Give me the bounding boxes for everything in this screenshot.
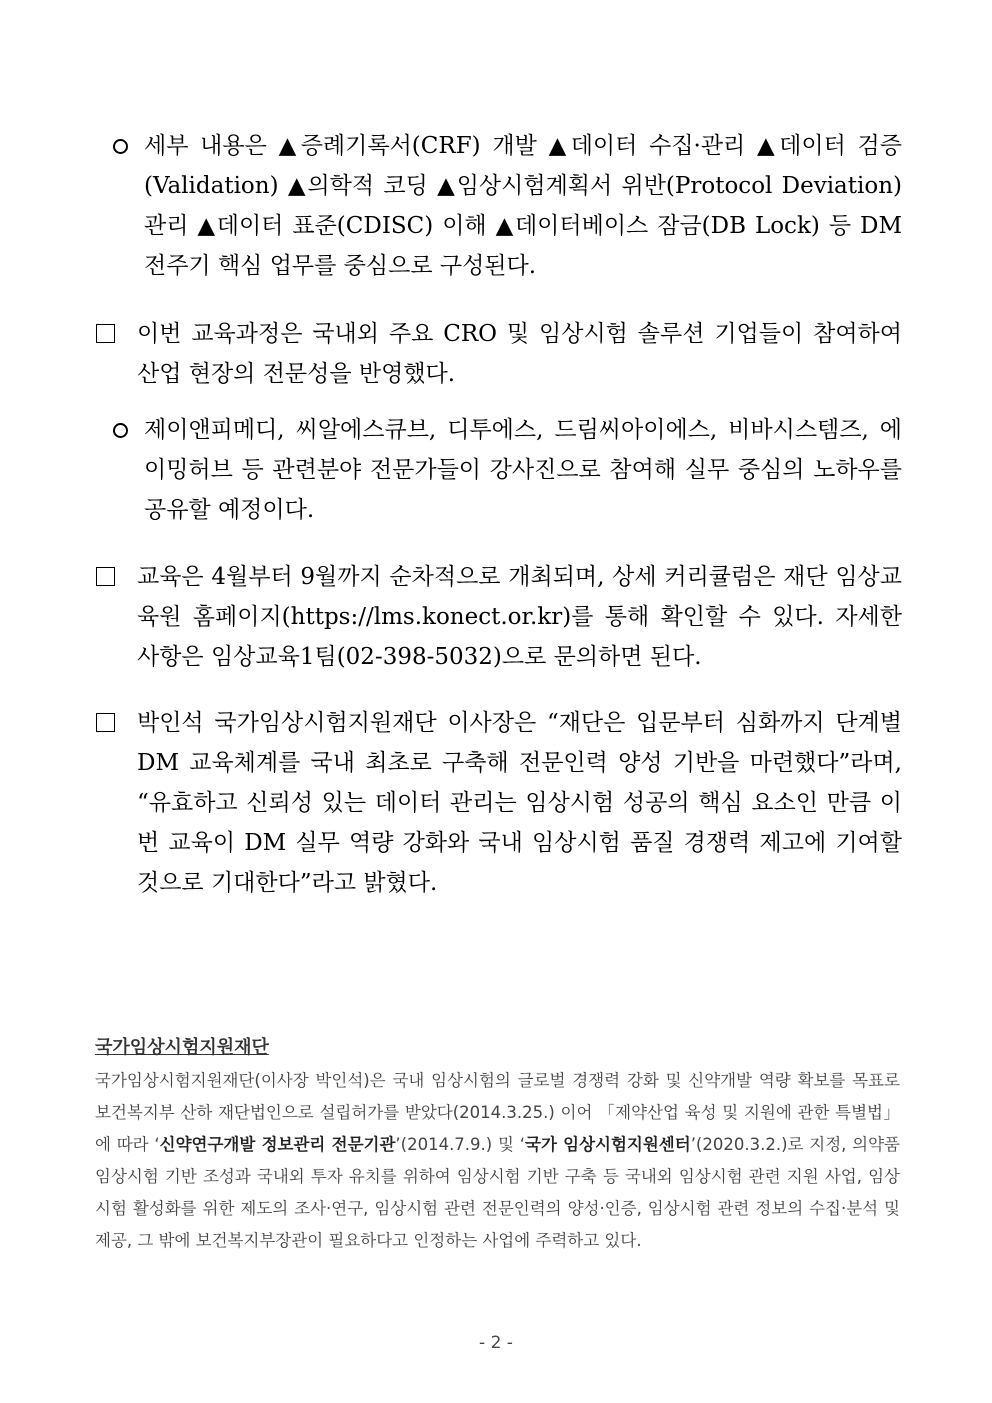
paragraph-text: 이번 교육과정은 국내외 주요 CRO 및 임상시험 솔루션 기업들이 참여하여 산업 현장의 전문성을 반영했다.: [137, 321, 902, 387]
about-designation-1: 신약연구개발 정보관리 전문기관: [159, 1135, 396, 1154]
section-paragraph-quote: [95, 703, 902, 903]
about-body-text: ’(2014.7.9.) 및 ‘: [395, 1135, 525, 1154]
section-paragraph-schedule: [95, 557, 902, 677]
about-foundation: [95, 1035, 900, 1257]
circle-bullet-icon: [112, 126, 140, 166]
paragraph-text: 교육은 4월부터 9월까지 순차적으로 개최되며, 상세 커리큘럼은 재단 임상교육원 홈페이지(https://lms.konect.or.kr)를 통해 확인할 수 있다. 자세한 사항은 임상교육1팀(02-398-5032)으로 문의하면 된다.: [137, 564, 902, 670]
checkbox-bullet-icon: [95, 314, 123, 354]
section-paragraph-participants: [95, 314, 902, 394]
about-body-text: ’(2020.3.2.)로 지정, 의약품 임상시험 기반 조성과 국내외 투자 유치를 위하여 임상시험 기반 구축 등 국내외 임상시험 관련 지원 사업, 임상시험 활성화를 위한 제도의 조사·연구, 임상시험 관련 전문인력의 양성·인증, 임상시험 관련 정보의 수집·분석 및 제공, 그 밖에 보건복지부장관이 필요하다고 인정하는 사업에 주력하고 있다.: [95, 1135, 900, 1250]
detail-paragraph-instructors: [112, 410, 902, 530]
about-body-text: 국가임상시험지원재단(이사장 박인석)은 국내 임상시험의 글로벌 경쟁력 강화 및 신약개발 역량 확보를 목표로 보건복지부 산하 재단법인으로 설립허가를 받았다(2014.3.25.) 이어 「제약산업 육성 및 지원에 관한 특별법」에 따라 ‘: [95, 1071, 900, 1154]
paragraph-text: 박인석 국가임상시험지원재단 이사장은 “재단은 입문부터 심화까지 단계별 DM 교육체계를 국내 최초로 구축해 전문인력 양성 기반을 마련했다”라며, “유효하고 신뢰성 있는 데이터 관리는 임상시험 성공의 핵심 요소인 만큼 이번 교육이 DM 실무 역량 강화와 국내 임상시험 품질 경쟁력 제고에 기여할 것으로 기대한다”라고 밝혔다.: [137, 710, 902, 896]
about-title: 국가임상시험지원재단: [95, 1037, 269, 1058]
circle-bullet-icon: [112, 410, 140, 450]
paragraph-text: 제이앤피메디, 씨알에스큐브, 디투에스, 드림씨아이에스, 비바시스템즈, 에이밍허브 등 관련분야 전문가들이 강사진으로 참여해 실무 중심의 노하우를 공유할 예정이다.: [144, 417, 902, 523]
paragraph-text: 세부 내용은 ▲증례기록서(CRF) 개발 ▲데이터 수집·관리 ▲데이터 검증(Validation) ▲의학적 코딩 ▲임상시험계획서 위반(Protocol Deviation) 관리 ▲데이터 표준(CDISC) 이해 ▲데이터베이스 잠금(DB Lock) 등 DM 전주기 핵심 업무를 중심으로 구성된다.: [144, 133, 902, 279]
checkbox-bullet-icon: [95, 703, 123, 743]
checkbox-bullet-icon: [95, 557, 123, 597]
about-designation-2: 국가 임상시험지원센터: [525, 1135, 691, 1154]
about-body: [95, 1065, 900, 1257]
page-number: - 2 -: [479, 1333, 513, 1353]
detail-paragraph-curriculum: [112, 126, 902, 286]
